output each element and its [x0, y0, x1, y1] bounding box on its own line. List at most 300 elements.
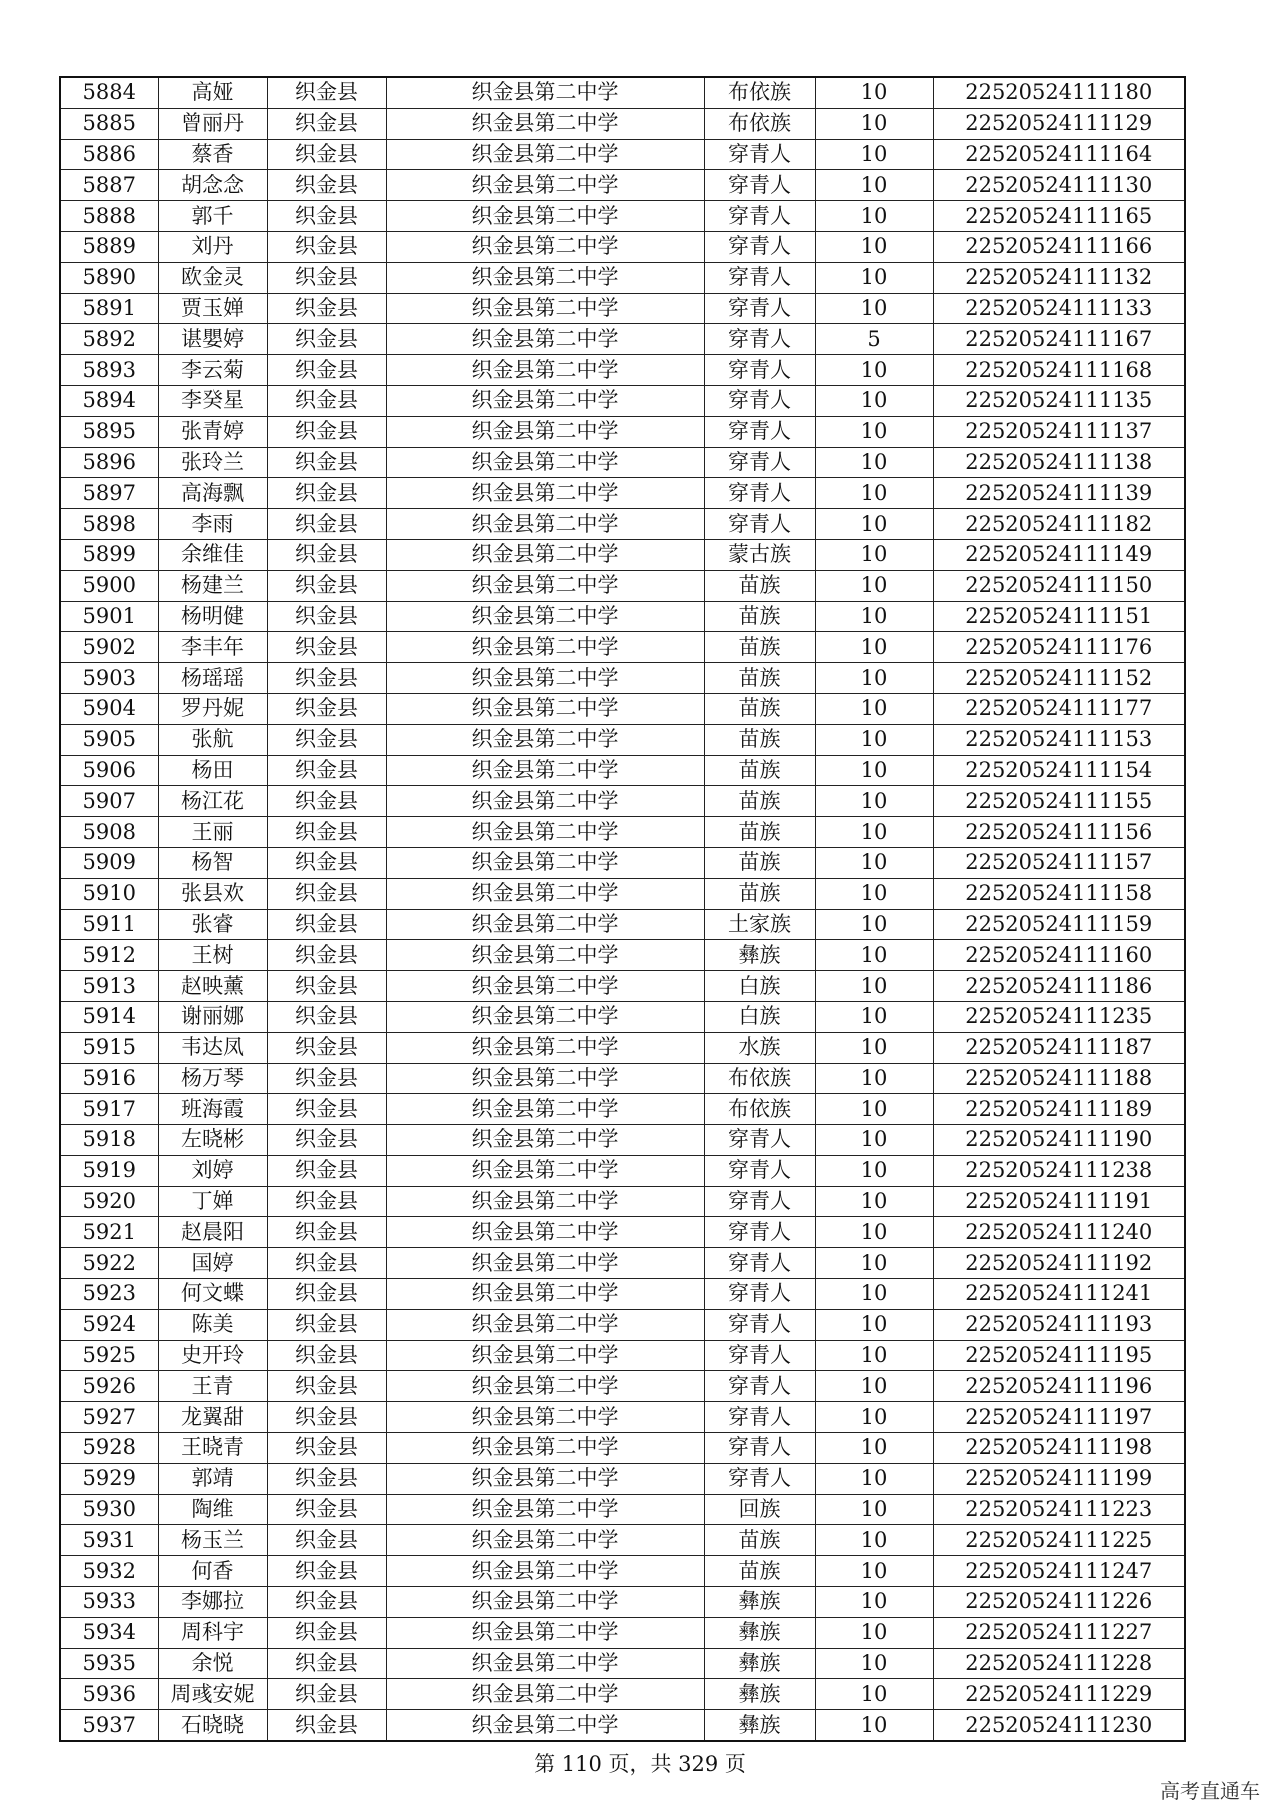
seq-number-cell: 5904 — [60, 693, 158, 724]
table-row — [60, 509, 1185, 540]
name-cell: 刘丹 — [158, 231, 267, 262]
school-cell: 织金县第二中学 — [386, 1125, 704, 1156]
table-row — [60, 1463, 1185, 1494]
school-cell: 织金县第二中学 — [386, 755, 704, 786]
county-cell: 织金县 — [267, 724, 386, 755]
ethnicity-cell: 苗族 — [704, 693, 815, 724]
score-cell: 10 — [815, 1309, 933, 1340]
ethnicity-cell: 穿青人 — [704, 1402, 815, 1433]
ethnicity-cell: 蒙古族 — [704, 539, 815, 570]
score-cell: 10 — [815, 1217, 933, 1248]
seq-number-cell: 5918 — [60, 1125, 158, 1156]
school-cell: 织金县第二中学 — [386, 847, 704, 878]
name-cell: 余悦 — [158, 1648, 267, 1679]
ethnicity-cell: 白族 — [704, 971, 815, 1002]
table-row — [60, 385, 1185, 416]
school-cell: 织金县第二中学 — [386, 478, 704, 509]
ethnicity-cell: 穿青人 — [704, 1371, 815, 1402]
school-cell: 织金县第二中学 — [386, 1433, 704, 1464]
name-cell: 王丽 — [158, 817, 267, 848]
seq-number-cell: 5926 — [60, 1371, 158, 1402]
seq-number-cell: 5919 — [60, 1155, 158, 1186]
seq-number-cell: 5886 — [60, 139, 158, 170]
ethnicity-cell: 穿青人 — [704, 201, 815, 232]
table-row — [60, 909, 1185, 940]
score-cell: 10 — [815, 724, 933, 755]
seq-number-cell: 5908 — [60, 817, 158, 848]
school-cell: 织金县第二中学 — [386, 1587, 704, 1618]
school-cell: 织金县第二中学 — [386, 1710, 704, 1741]
table-row — [60, 262, 1185, 293]
ethnicity-cell: 穿青人 — [704, 1186, 815, 1217]
score-cell: 10 — [815, 1679, 933, 1710]
county-cell: 织金县 — [267, 1402, 386, 1433]
student-id-cell: 22520524111192 — [933, 1248, 1185, 1279]
name-cell: 郭靖 — [158, 1463, 267, 1494]
school-cell: 织金县第二中学 — [386, 231, 704, 262]
name-cell: 郭千 — [158, 201, 267, 232]
score-cell: 10 — [815, 355, 933, 386]
student-id-cell: 22520524111137 — [933, 416, 1185, 447]
student-id-cell: 22520524111177 — [933, 693, 1185, 724]
school-cell: 织金县第二中学 — [386, 509, 704, 540]
table-row — [60, 1648, 1185, 1679]
student-id-cell: 22520524111235 — [933, 1001, 1185, 1032]
school-cell: 织金县第二中学 — [386, 539, 704, 570]
seq-number-cell: 5925 — [60, 1340, 158, 1371]
ethnicity-cell: 穿青人 — [704, 231, 815, 262]
seq-number-cell: 5928 — [60, 1433, 158, 1464]
score-cell: 10 — [815, 201, 933, 232]
ethnicity-cell: 穿青人 — [704, 170, 815, 201]
school-cell: 织金县第二中学 — [386, 1186, 704, 1217]
ethnicity-cell: 白族 — [704, 1001, 815, 1032]
roster-body — [60, 77, 1185, 1741]
county-cell: 织金县 — [267, 201, 386, 232]
ethnicity-cell: 穿青人 — [704, 1309, 815, 1340]
score-cell: 10 — [815, 570, 933, 601]
name-cell: 杨江花 — [158, 786, 267, 817]
student-id-cell: 22520524111156 — [933, 817, 1185, 848]
county-cell: 织金县 — [267, 478, 386, 509]
county-cell: 织金县 — [267, 1309, 386, 1340]
county-cell: 织金县 — [267, 1155, 386, 1186]
student-id-cell: 22520524111157 — [933, 847, 1185, 878]
name-cell: 曾丽丹 — [158, 108, 267, 139]
score-cell: 10 — [815, 755, 933, 786]
score-cell: 10 — [815, 1648, 933, 1679]
school-cell: 织金县第二中学 — [386, 1217, 704, 1248]
table-row — [60, 324, 1185, 355]
seq-number-cell: 5931 — [60, 1525, 158, 1556]
school-cell: 织金县第二中学 — [386, 385, 704, 416]
seq-number-cell: 5901 — [60, 601, 158, 632]
table-row — [60, 1186, 1185, 1217]
county-cell: 织金县 — [267, 786, 386, 817]
table-row — [60, 1525, 1185, 1556]
student-id-cell: 22520524111196 — [933, 1371, 1185, 1402]
score-cell: 10 — [815, 971, 933, 1002]
name-cell: 王树 — [158, 940, 267, 971]
county-cell: 织金县 — [267, 416, 386, 447]
ethnicity-cell: 苗族 — [704, 817, 815, 848]
ethnicity-cell: 穿青人 — [704, 139, 815, 170]
school-cell: 织金县第二中学 — [386, 724, 704, 755]
school-cell: 织金县第二中学 — [386, 1248, 704, 1279]
student-id-cell: 22520524111135 — [933, 385, 1185, 416]
name-cell: 王晓青 — [158, 1433, 267, 1464]
score-cell: 10 — [815, 1402, 933, 1433]
school-cell: 织金县第二中学 — [386, 632, 704, 663]
county-cell: 织金县 — [267, 1494, 386, 1525]
name-cell: 欧金灵 — [158, 262, 267, 293]
county-cell: 织金县 — [267, 1340, 386, 1371]
score-cell: 10 — [815, 909, 933, 940]
county-cell: 织金县 — [267, 355, 386, 386]
county-cell: 织金县 — [267, 1525, 386, 1556]
score-cell: 10 — [815, 1032, 933, 1063]
score-cell: 10 — [815, 1710, 933, 1741]
student-id-cell: 22520524111198 — [933, 1433, 1185, 1464]
school-cell: 织金县第二中学 — [386, 201, 704, 232]
table-row — [60, 447, 1185, 478]
county-cell: 织金县 — [267, 1710, 386, 1741]
student-id-cell: 22520524111165 — [933, 201, 1185, 232]
ethnicity-cell: 苗族 — [704, 847, 815, 878]
score-cell: 10 — [815, 447, 933, 478]
school-cell: 织金县第二中学 — [386, 1371, 704, 1402]
ethnicity-cell: 穿青人 — [704, 416, 815, 447]
score-cell: 10 — [815, 1371, 933, 1402]
score-cell: 10 — [815, 108, 933, 139]
name-cell: 国婷 — [158, 1248, 267, 1279]
name-cell: 杨智 — [158, 847, 267, 878]
table-row — [60, 940, 1185, 971]
table-row — [60, 632, 1185, 663]
ethnicity-cell: 苗族 — [704, 786, 815, 817]
school-cell: 织金县第二中学 — [386, 1679, 704, 1710]
county-cell: 织金县 — [267, 1617, 386, 1648]
county-cell: 织金县 — [267, 539, 386, 570]
ethnicity-cell: 穿青人 — [704, 324, 815, 355]
ethnicity-cell: 彝族 — [704, 1679, 815, 1710]
student-id-cell: 22520524111139 — [933, 478, 1185, 509]
table-row — [60, 847, 1185, 878]
county-cell: 织金县 — [267, 1463, 386, 1494]
seq-number-cell: 5916 — [60, 1063, 158, 1094]
table-row — [60, 570, 1185, 601]
name-cell: 石晓晓 — [158, 1710, 267, 1741]
ethnicity-cell: 穿青人 — [704, 293, 815, 324]
score-cell: 10 — [815, 1155, 933, 1186]
score-cell: 10 — [815, 1063, 933, 1094]
student-id-cell: 22520524111223 — [933, 1494, 1185, 1525]
score-cell: 10 — [815, 77, 933, 108]
ethnicity-cell: 穿青人 — [704, 447, 815, 478]
seq-number-cell: 5891 — [60, 293, 158, 324]
county-cell: 织金县 — [267, 293, 386, 324]
school-cell: 织金县第二中学 — [386, 1525, 704, 1556]
table-row — [60, 663, 1185, 694]
name-cell: 丁婵 — [158, 1186, 267, 1217]
student-id-cell: 22520524111160 — [933, 940, 1185, 971]
seq-number-cell: 5923 — [60, 1279, 158, 1310]
student-id-cell: 22520524111149 — [933, 539, 1185, 570]
county-cell: 织金县 — [267, 1094, 386, 1125]
seq-number-cell: 5892 — [60, 324, 158, 355]
name-cell: 杨万琴 — [158, 1063, 267, 1094]
table-row — [60, 1710, 1185, 1741]
seq-number-cell: 5884 — [60, 77, 158, 108]
student-id-cell: 22520524111247 — [933, 1556, 1185, 1587]
county-cell: 织金县 — [267, 1679, 386, 1710]
table-row — [60, 786, 1185, 817]
score-cell: 10 — [815, 693, 933, 724]
name-cell: 杨瑶瑶 — [158, 663, 267, 694]
student-id-cell: 22520524111153 — [933, 724, 1185, 755]
county-cell: 织金县 — [267, 509, 386, 540]
name-cell: 杨明健 — [158, 601, 267, 632]
name-cell: 余维佳 — [158, 539, 267, 570]
score-cell: 10 — [815, 1587, 933, 1618]
seq-number-cell: 5910 — [60, 878, 158, 909]
table-row — [60, 1001, 1185, 1032]
name-cell: 蔡香 — [158, 139, 267, 170]
table-row — [60, 1217, 1185, 1248]
school-cell: 织金县第二中学 — [386, 1402, 704, 1433]
table-row — [60, 1371, 1185, 1402]
seq-number-cell: 5936 — [60, 1679, 158, 1710]
score-cell: 10 — [815, 786, 933, 817]
ethnicity-cell: 穿青人 — [704, 1463, 815, 1494]
seq-number-cell: 5890 — [60, 262, 158, 293]
table-row — [60, 1125, 1185, 1156]
school-cell: 织金县第二中学 — [386, 786, 704, 817]
seq-number-cell: 5885 — [60, 108, 158, 139]
county-cell: 织金县 — [267, 663, 386, 694]
roster-table — [59, 76, 1186, 1742]
seq-number-cell: 5915 — [60, 1032, 158, 1063]
county-cell: 织金县 — [267, 1648, 386, 1679]
score-cell: 5 — [815, 324, 933, 355]
ethnicity-cell: 穿青人 — [704, 1155, 815, 1186]
student-id-cell: 22520524111197 — [933, 1402, 1185, 1433]
table-row — [60, 139, 1185, 170]
school-cell: 织金县第二中学 — [386, 909, 704, 940]
student-id-cell: 22520524111227 — [933, 1617, 1185, 1648]
ethnicity-cell: 布依族 — [704, 77, 815, 108]
name-cell: 龙翼甜 — [158, 1402, 267, 1433]
seq-number-cell: 5930 — [60, 1494, 158, 1525]
student-id-cell: 22520524111138 — [933, 447, 1185, 478]
ethnicity-cell: 穿青人 — [704, 1125, 815, 1156]
score-cell: 10 — [815, 940, 933, 971]
school-cell: 织金县第二中学 — [386, 1494, 704, 1525]
name-cell: 张睿 — [158, 909, 267, 940]
name-cell: 陶维 — [158, 1494, 267, 1525]
ethnicity-cell: 穿青人 — [704, 509, 815, 540]
student-id-cell: 22520524111129 — [933, 108, 1185, 139]
school-cell: 织金县第二中学 — [386, 1556, 704, 1587]
student-id-cell: 22520524111168 — [933, 355, 1185, 386]
student-id-cell: 22520524111238 — [933, 1155, 1185, 1186]
ethnicity-cell: 布依族 — [704, 1094, 815, 1125]
ethnicity-cell: 苗族 — [704, 755, 815, 786]
county-cell: 织金县 — [267, 385, 386, 416]
score-cell: 10 — [815, 1556, 933, 1587]
seq-number-cell: 5903 — [60, 663, 158, 694]
score-cell: 10 — [815, 416, 933, 447]
table-row — [60, 1032, 1185, 1063]
seq-number-cell: 5888 — [60, 201, 158, 232]
table-row — [60, 755, 1185, 786]
name-cell: 李癸星 — [158, 385, 267, 416]
student-id-cell: 22520524111166 — [933, 231, 1185, 262]
ethnicity-cell: 苗族 — [704, 1556, 815, 1587]
table-row — [60, 1402, 1185, 1433]
county-cell: 织金县 — [267, 231, 386, 262]
student-id-cell: 22520524111225 — [933, 1525, 1185, 1556]
table-row — [60, 971, 1185, 1002]
seq-number-cell: 5887 — [60, 170, 158, 201]
student-id-cell: 22520524111150 — [933, 570, 1185, 601]
ethnicity-cell: 穿青人 — [704, 478, 815, 509]
seq-number-cell: 5909 — [60, 847, 158, 878]
student-id-cell: 22520524111155 — [933, 786, 1185, 817]
name-cell: 李云菊 — [158, 355, 267, 386]
score-cell: 10 — [815, 817, 933, 848]
student-id-cell: 22520524111180 — [933, 77, 1185, 108]
seq-number-cell: 5914 — [60, 1001, 158, 1032]
seq-number-cell: 5935 — [60, 1648, 158, 1679]
school-cell: 织金县第二中学 — [386, 601, 704, 632]
name-cell: 高娅 — [158, 77, 267, 108]
student-id-cell: 22520524111152 — [933, 663, 1185, 694]
school-cell: 织金县第二中学 — [386, 447, 704, 478]
seq-number-cell: 5933 — [60, 1587, 158, 1618]
seq-number-cell: 5889 — [60, 231, 158, 262]
school-cell: 织金县第二中学 — [386, 108, 704, 139]
county-cell: 织金县 — [267, 847, 386, 878]
table-row — [60, 1155, 1185, 1186]
school-cell: 织金县第二中学 — [386, 324, 704, 355]
seq-number-cell: 5912 — [60, 940, 158, 971]
county-cell: 织金县 — [267, 1217, 386, 1248]
score-cell: 10 — [815, 1094, 933, 1125]
name-cell: 赵映薰 — [158, 971, 267, 1002]
table-row — [60, 1679, 1185, 1710]
ethnicity-cell: 水族 — [704, 1032, 815, 1063]
seq-number-cell: 5932 — [60, 1556, 158, 1587]
table-row — [60, 416, 1185, 447]
student-id-cell: 22520524111164 — [933, 139, 1185, 170]
student-id-cell: 22520524111158 — [933, 878, 1185, 909]
school-cell: 织金县第二中学 — [386, 1309, 704, 1340]
county-cell: 织金县 — [267, 1001, 386, 1032]
county-cell: 织金县 — [267, 1125, 386, 1156]
school-cell: 织金县第二中学 — [386, 1155, 704, 1186]
seq-number-cell: 5922 — [60, 1248, 158, 1279]
seq-number-cell: 5907 — [60, 786, 158, 817]
county-cell: 织金县 — [267, 1556, 386, 1587]
score-cell: 10 — [815, 1279, 933, 1310]
student-id-cell: 22520524111151 — [933, 601, 1185, 632]
county-cell: 织金县 — [267, 601, 386, 632]
county-cell: 织金县 — [267, 1186, 386, 1217]
seq-number-cell: 5920 — [60, 1186, 158, 1217]
county-cell: 织金县 — [267, 878, 386, 909]
name-cell: 李娜拉 — [158, 1587, 267, 1618]
student-id-cell: 22520524111159 — [933, 909, 1185, 940]
table-row — [60, 878, 1185, 909]
name-cell: 周彧安妮 — [158, 1679, 267, 1710]
seq-number-cell: 5924 — [60, 1309, 158, 1340]
table-row — [60, 1063, 1185, 1094]
score-cell: 10 — [815, 139, 933, 170]
school-cell: 织金县第二中学 — [386, 1001, 704, 1032]
county-cell: 织金县 — [267, 1279, 386, 1310]
county-cell: 织金县 — [267, 1248, 386, 1279]
ethnicity-cell: 穿青人 — [704, 1248, 815, 1279]
table-row — [60, 1433, 1185, 1464]
seq-number-cell: 5905 — [60, 724, 158, 755]
ethnicity-cell: 回族 — [704, 1494, 815, 1525]
score-cell: 10 — [815, 478, 933, 509]
school-cell: 织金县第二中学 — [386, 1032, 704, 1063]
county-cell: 织金县 — [267, 817, 386, 848]
seq-number-cell: 5906 — [60, 755, 158, 786]
student-id-cell: 22520524111229 — [933, 1679, 1185, 1710]
school-cell: 织金县第二中学 — [386, 817, 704, 848]
student-id-cell: 22520524111186 — [933, 971, 1185, 1002]
county-cell: 织金县 — [267, 693, 386, 724]
school-cell: 织金县第二中学 — [386, 570, 704, 601]
school-cell: 织金县第二中学 — [386, 293, 704, 324]
name-cell: 何香 — [158, 1556, 267, 1587]
name-cell: 李雨 — [158, 509, 267, 540]
school-cell: 织金县第二中学 — [386, 170, 704, 201]
score-cell: 10 — [815, 231, 933, 262]
page-number: 第 110 页，共 329 页 — [534, 1752, 746, 1776]
ethnicity-cell: 彝族 — [704, 1648, 815, 1679]
ethnicity-cell: 穿青人 — [704, 1340, 815, 1371]
name-cell: 左晓彬 — [158, 1125, 267, 1156]
seq-number-cell: 5895 — [60, 416, 158, 447]
name-cell: 周科宇 — [158, 1617, 267, 1648]
score-cell: 10 — [815, 847, 933, 878]
ethnicity-cell: 穿青人 — [704, 1279, 815, 1310]
school-cell: 织金县第二中学 — [386, 77, 704, 108]
seq-number-cell: 5898 — [60, 509, 158, 540]
name-cell: 杨玉兰 — [158, 1525, 267, 1556]
table-row — [60, 1587, 1185, 1618]
score-cell: 10 — [815, 1463, 933, 1494]
seq-number-cell: 5921 — [60, 1217, 158, 1248]
name-cell: 张玲兰 — [158, 447, 267, 478]
name-cell: 罗丹妮 — [158, 693, 267, 724]
student-id-cell: 22520524111226 — [933, 1587, 1185, 1618]
score-cell: 10 — [815, 385, 933, 416]
school-cell: 织金县第二中学 — [386, 1279, 704, 1310]
name-cell: 赵晨阳 — [158, 1217, 267, 1248]
score-cell: 10 — [815, 1340, 933, 1371]
table-row — [60, 1340, 1185, 1371]
table-row — [60, 201, 1185, 232]
ethnicity-cell: 穿青人 — [704, 1433, 815, 1464]
school-cell: 织金县第二中学 — [386, 693, 704, 724]
seq-number-cell: 5913 — [60, 971, 158, 1002]
name-cell: 张县欢 — [158, 878, 267, 909]
